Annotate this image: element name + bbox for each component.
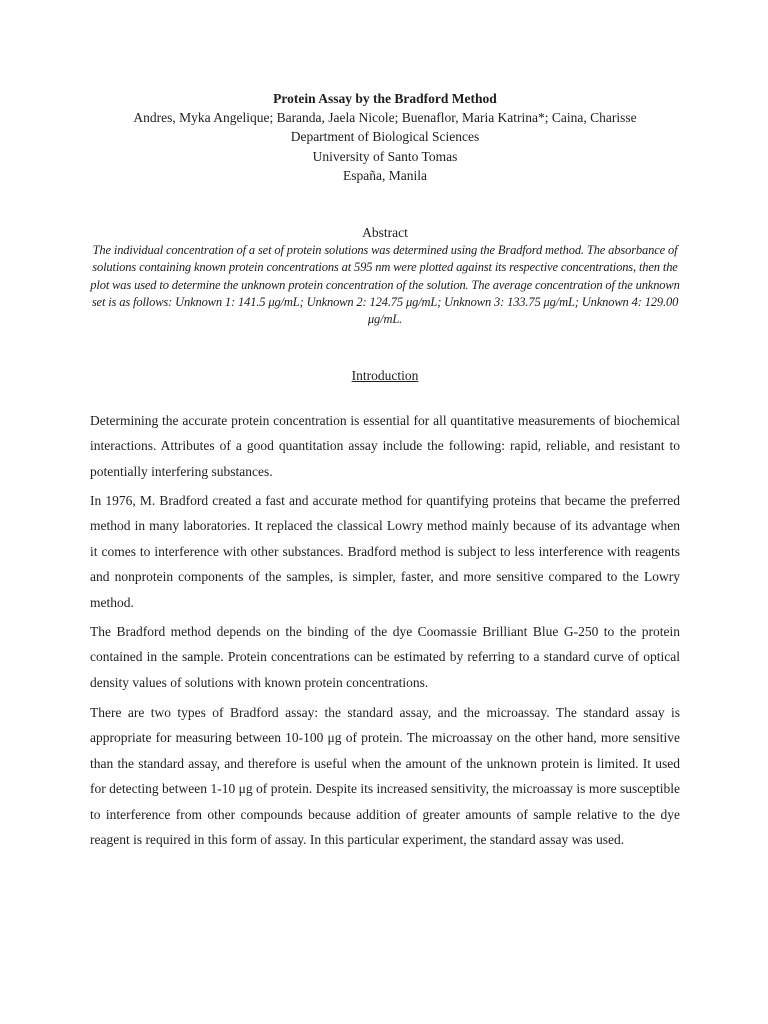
abstract-heading: Abstract	[362, 225, 408, 240]
university: University of Santo Tomas	[312, 148, 458, 164]
intro-paragraph-4: There are two types of Bradford assay: the standard assay, and the microassay. The standard assay is appropriate for measuring between 10-100 μg of protein. The microassay on the other hand, more sensitive than the standard assay, and therefore is useful when the amount of the unknown protein is limited. It used for detecting between 1-10 μg of protein. Despite its increased sensitivity, the microassay is more susceptible to interference from other compounds because addition of greater amounts of sample relative to the dye reagent is required in this form of assay. In this particular experiment, the standard assay was used.	[90, 704, 680, 848]
paper-header	[90, 89, 680, 185]
paper-title: Protein Assay by the Bradford Method	[273, 91, 497, 106]
introduction-heading: Introduction	[351, 368, 419, 383]
abstract-text: The individual concentration of a set of protein solutions was determined using the Bradford method. The absorbance of solutions containing known protein concentrations at 595 nm were plotted against its respective concentrations, then the plot was used to determine the unknown protein concentration of the solution. The average concentration of the unknown set is as follows: Unknown 1: 141.5 μg/mL; Unknown 2: 124.75 μg/mL; Unknown 3: 133.75 μg/mL; Unknown 4: 129.00 μg/mL.	[90, 243, 680, 327]
department: Department of Biological Sciences	[290, 129, 480, 145]
intro-paragraph-3: The Bradford method depends on the binding of the dye Coomassie Brilliant Blue G-250 to the protein contained in the sample. Protein concentrations can be estimated by referring to a standard curve of optical density values of solutions with known protein concentrations.	[90, 623, 680, 690]
intro-paragraph-1: Determining the accurate protein concentration is essential for all quantitative measurements of biochemical interactions. Attributes of a good quantitation assay include the following: rapid, reliable, and resistant to potentially interfering substances.	[90, 412, 680, 479]
author-list: Andres, Myka Angelique; Baranda, Jaela Nicole; Buenaflor, Maria Katrina*; Caina, Charisse	[133, 110, 637, 126]
intro-paragraph-2: In 1976, M. Bradford created a fast and accurate method for quantifying proteins that became the preferred method in many laboratories. It replaced the classical Lowry method mainly because of its advantage when it comes to interference with other substances. Bradford method is subject to less interference with reagents and nonprotein components of the samples, is simpler, faster, and more sensitive compared to the Lowry method.	[90, 492, 680, 610]
location: España, Manila	[343, 167, 427, 183]
